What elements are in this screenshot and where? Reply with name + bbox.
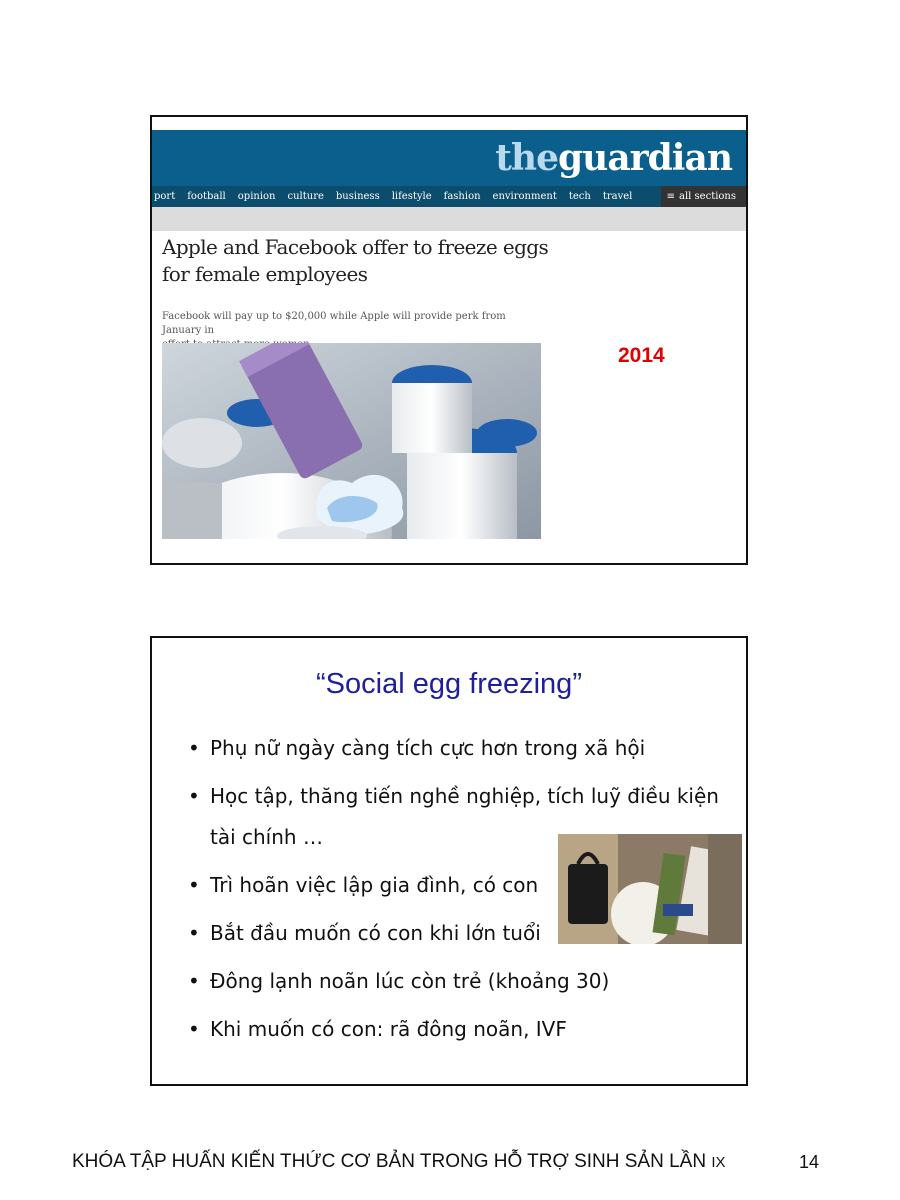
year-label: 2014 <box>618 344 665 367</box>
bullet-text: Đông lạnh noãn lúc còn trẻ (khoảng 30) <box>210 969 610 993</box>
guardian-subnav-strip <box>152 207 746 231</box>
headline-line: for female employees <box>162 262 368 286</box>
pregnant-woman-photo <box>558 834 742 944</box>
nav-item-environment[interactable]: environment <box>492 191 557 202</box>
nav-item-culture[interactable]: culture <box>287 191 324 202</box>
bullet-text: Bắt đầu muốn có con khi lớn tuổi <box>210 921 541 945</box>
guardian-nav-bar <box>152 186 746 207</box>
guardian-logo: theguardian <box>495 137 732 179</box>
bullet-text: Học tập, thăng tiến nghề nghiệp, tích luỹ điều kiện tài chính … <box>210 784 719 849</box>
slide-social-egg-freezing <box>150 636 748 1086</box>
cryo-tank-photo <box>162 343 541 539</box>
article-headline[interactable] <box>162 234 552 288</box>
list-item <box>188 728 708 769</box>
bullet-icon: • <box>188 736 200 760</box>
list-item <box>188 961 708 1002</box>
bullet-icon: • <box>188 969 200 993</box>
bullet-icon: • <box>188 784 200 808</box>
bullet-icon: • <box>188 921 200 945</box>
headline-line: Apple and Facebook offer to freeze eggs <box>162 235 549 259</box>
bullet-text: Trì hoãn việc lập gia đình, có con <box>210 873 539 897</box>
nav-item-sport[interactable]: port <box>154 191 176 202</box>
guardian-masthead <box>152 130 746 186</box>
nav-item-tech[interactable]: tech <box>568 191 591 202</box>
nav-item-fashion[interactable]: fashion <box>443 191 481 202</box>
nav-item-travel[interactable]: travel <box>602 191 633 202</box>
bullet-text: Khi muốn có con: rã đông noãn, IVF <box>210 1017 567 1041</box>
slide-guardian-article <box>150 115 748 565</box>
footer-text: KHÓA TẬP HUẤN KIẾN THỨC CƠ BẢN TRONG HỖ TRỢ SINH SẢN LẦN <box>72 1151 707 1172</box>
nav-item-lifestyle[interactable]: lifestyle <box>391 191 432 202</box>
bullet-text: Phụ nữ ngày càng tích cực hơn trong xã hội <box>210 736 646 760</box>
nav-item-opinion[interactable]: opinion <box>237 191 276 202</box>
menu-icon: ≡ <box>666 191 675 202</box>
footer-course-title <box>72 1151 726 1173</box>
nav-item-business[interactable]: business <box>335 191 380 202</box>
slide-title: “Social egg freezing” <box>316 668 582 700</box>
page-number: 14 <box>799 1152 820 1172</box>
all-sections-label: all sections <box>679 191 736 202</box>
all-sections-button[interactable] <box>661 186 746 207</box>
nav-item-football[interactable]: football <box>187 191 226 202</box>
list-item <box>188 1009 708 1050</box>
bullet-icon: • <box>188 873 200 897</box>
standfirst-line: Facebook will pay up to $20,000 while Apple will provide perk from January in <box>162 311 506 336</box>
footer-suffix: IX <box>711 1154 726 1171</box>
bullet-icon: • <box>188 1017 200 1041</box>
